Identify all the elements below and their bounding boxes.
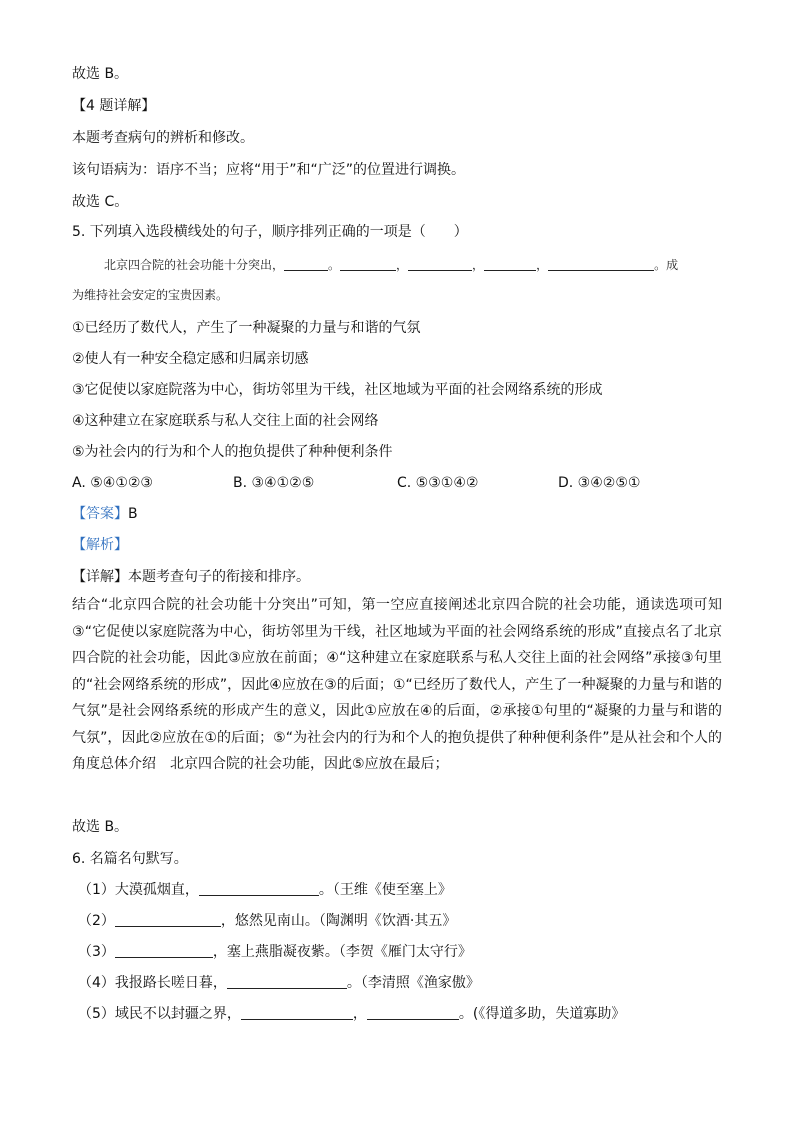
passage-sep: ，	[536, 258, 549, 272]
sentence-1: ①已经历了数代人，产生了一种凝聚的力量与和谐的气氛	[72, 320, 421, 336]
passage-tail: 。成	[654, 258, 679, 272]
recite-item-3	[78, 942, 472, 962]
recite-prefix: （2）	[78, 913, 115, 929]
analysis-label: 【解析】	[72, 537, 128, 553]
recite-blank	[115, 943, 213, 958]
passage-start: 北京四合院的社会功能十分突出，	[104, 258, 285, 272]
blank-4	[484, 256, 536, 271]
recite-item-4	[78, 973, 480, 993]
conclusion-q5: 故选 B。	[72, 819, 129, 835]
recite-suffix: ，塞上燕脂凝夜紫。（李贺《雁门太守行》	[212, 944, 472, 960]
recite-item-1	[78, 880, 452, 900]
recite-suffix: 。（王维《使至塞上》	[318, 882, 452, 898]
sentence-5: ⑤为社会内的行为和个人的抱负提供了种种便利条件	[72, 444, 393, 460]
recite-suffix: 。（李清照《渔家傲》	[346, 975, 480, 991]
conclusion-q3: 故选 B。	[72, 66, 129, 82]
recite-blank	[241, 1005, 353, 1020]
recite-blank	[227, 974, 347, 989]
answer-label: 【答案】	[72, 506, 128, 522]
recite-suffix: 。(《得道多助，失道寡助》	[458, 1006, 626, 1022]
answer-row	[72, 504, 138, 524]
blank-3	[408, 256, 472, 271]
recite-prefix: （1）大漠孤烟直，	[78, 882, 199, 898]
option-a: A. ⑤④①②③	[72, 475, 153, 491]
passage-line-1	[104, 256, 678, 274]
option-b: B. ③④①②⑤	[233, 475, 315, 491]
sentence-3: ③它促使以家庭院落为中心，街坊邻里为干线，社区地域为平面的社会网络系统的形成	[72, 382, 603, 398]
recite-blank	[367, 1005, 459, 1020]
passage-sep: ，	[472, 258, 485, 272]
recite-item-5	[78, 1004, 625, 1024]
q4-error-explanation: 该句语病为：语序不当；应将“用于”和“广泛”的位置进行调换。	[72, 162, 466, 178]
recite-suffix: ，悠然见南山。（陶渊明《饮酒·其五》	[220, 913, 457, 929]
passage-sep: ，	[396, 258, 409, 272]
recite-middle: ，	[352, 1006, 367, 1022]
recite-prefix: （5）域民不以封疆之界，	[78, 1006, 241, 1022]
option-d: D. ③④②⑤①	[558, 475, 641, 491]
q4-detail-heading: 【4 题详解】	[72, 98, 156, 114]
recite-prefix: （4）我报路长嗟日暮，	[78, 975, 227, 991]
passage-sep: 。	[328, 258, 341, 272]
sentence-4: ④这种建立在家庭联系与私人交往上面的社会网络	[72, 413, 379, 429]
answer-value: B	[128, 506, 138, 522]
conclusion-q4: 故选 C。	[72, 194, 129, 210]
detail-label: 【详解】	[72, 569, 128, 585]
option-c: C. ⑤③①④②	[397, 475, 479, 491]
sentence-2: ②使人有一种安全稳定感和归属亲切感	[72, 351, 309, 367]
blank-2	[340, 256, 396, 271]
passage-line-2: 为维持社会安定的宝贵因素。	[72, 288, 229, 302]
question-5-stem: 5. 下列填入选段横线处的句子，顺序排列正确的一项是（ ）	[72, 224, 468, 240]
detail-row	[72, 567, 310, 587]
blank-1	[284, 256, 328, 271]
recite-prefix: （3）	[78, 944, 115, 960]
question-6-title: 6. 名篇名句默写。	[72, 851, 188, 867]
detail-paragraph: 结合“北京四合院的社会功能十分突出”可知，第一空应直接阐述北京四合院的社会功能，通读选项可知③“它促使以家庭院落为中心，街坊邻里为干线，社区地域为平面的社会网络系统的形成”直接点名了北京四合院的社会功能，因此③应放在前面；④“这种建立在家庭联系与私人交往上面的社会网络”承接③句里的“社会网络系统的形成”，因此④应放在③的后面；①“已经历了数代人，产生了一种凝聚的力量与和谐的气氛”是社会网络系统的形成产生的意义，因此①应放在④的后面，②承接①句里的“凝聚的力量与和谐的气氛”，因此②应放在①的后面；⑤“为社会内的行为和个人的抱负提供了种种便利条件”是从社会和个人的角度总体介绍 北京四合院的社会功能，因此⑤应放在最后；	[72, 597, 722, 772]
recite-blank	[115, 912, 221, 927]
recite-item-2	[78, 911, 456, 931]
detail-text: 本题考查句子的衔接和排序。	[128, 569, 310, 585]
q4-topic: 本题考查病句的辨析和修改。	[72, 130, 254, 146]
blank-5	[548, 256, 654, 271]
recite-blank	[199, 881, 319, 896]
